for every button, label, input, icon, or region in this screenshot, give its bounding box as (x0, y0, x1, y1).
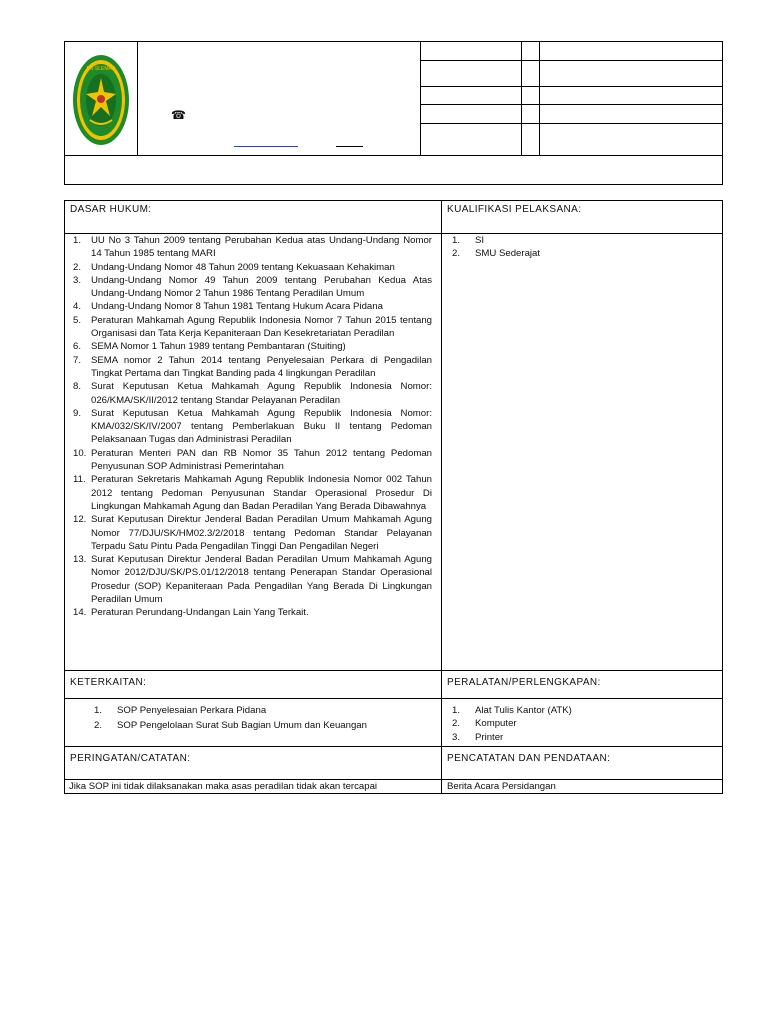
dasar-hukum-label: DASAR HUKUM: (70, 204, 152, 215)
short-underline (336, 146, 363, 147)
svg-text:PN SLEMAN: PN SLEMAN (86, 66, 116, 72)
row-divider-after-keterkaitan-label (64, 698, 723, 699)
list-item: 8. Surat Keputusan Ketua Mahkamah Agung Republik Indonesia Nomor: 026/KMA/SK/II/2012 tentang Standar Pelayanan Peradilan (73, 381, 432, 406)
list-item: 3. Undang-Undang Nomor 49 Tahun 2009 tentang Perubahan Kedua Atas Undang-Undang Nomor 2 Tahun 1986 Tentang Peradilan Umum (73, 274, 432, 300)
list-item: 5. Peraturan Mahkamah Agung Republik Indonesia Nomor 7 Tahun 2015 tentang Organisasi dan Tata Kerja Kepaniteraan Dan Kesekretariatan Peradilan (73, 314, 432, 340)
row-divider-before-keterkaitan (64, 670, 723, 671)
row-divider-before-peringatan (64, 746, 723, 747)
list-item: 3. Printer (452, 731, 504, 743)
list-item: 2. Undang-Undang Nomor 48 Tahun 2009 tentang Kekuasaan Kehakiman (73, 261, 395, 273)
peralatan-list (452, 704, 712, 744)
list-item: 4. Undang-Undang Nomor 8 Tahun 1981 Tentang Hukum Acara Pidana (73, 301, 383, 313)
court-seal-icon (72, 54, 130, 146)
list-item: 2. SOP Pengelolaan Surat Sub Bagian Umum dan Keuangan (94, 720, 367, 732)
header-table (64, 41, 723, 185)
phone-icon: ☎ (171, 108, 186, 122)
dasar-hukum-list (73, 234, 432, 620)
header-colon-divider (521, 41, 522, 155)
header-bottom-divider (64, 155, 723, 156)
list-item: 13. Surat Keputusan Direktur Jenderal Badan Peradilan Umum Mahkamah Agung Nomor 2012/DJU/SK/PS.01/12/2018 tentang Penerapan Standar Operasional Prosedur (SOP) Kepaniteraan Pada Pengadilan Yang Berada Di Lingkungan Peradilan Umum (73, 554, 432, 606)
list-item: 1. SI (452, 235, 485, 246)
email-link-underline[interactable] (234, 146, 298, 147)
header-row-divider-4 (420, 123, 723, 124)
header-info-divider (420, 41, 421, 155)
keterkaitan-list (94, 704, 424, 733)
list-item: 7. SEMA nomor 2 Tahun 2014 tentang Penyelesaian Perkara di Pengadilan Tingkat Pertama dan Tingkat Banding pada 4 lingkungan Peradilan (73, 354, 432, 379)
list-item: 1. SOP Penyelesaian Perkara Pidana (94, 705, 267, 716)
list-item: 10. Peraturan Menteri PAN dan RB Nomor 35 Tahun 2012 tentang Pedoman Penyusunan SOP Administrasi Pemerintahan (73, 447, 432, 473)
header-logo-divider (137, 41, 138, 155)
kualifikasi-list (452, 234, 712, 261)
list-item: 1. Alat Tulis Kantor (ATK) (452, 705, 572, 716)
pencatatan-label: PENCATATAN DAN PENDATAAN: (447, 753, 611, 764)
header-value-divider (539, 41, 540, 155)
list-item: 2. Komputer (452, 718, 517, 730)
header-row-divider-3 (420, 104, 723, 105)
kualifikasi-label: KUALIFIKASI PELAKSANA: (447, 204, 582, 215)
list-item: 6. SEMA Nomor 1 Tahun 1989 tentang Pembantaran (Stuiting) (73, 341, 346, 353)
header-row-divider-2 (420, 86, 723, 87)
list-item: 1. UU No 3 Tahun 2009 tentang Perubahan Kedua atas Undang-Undang Nomor 14 Tahun 1985 tentang MARI (73, 235, 432, 260)
list-item: 12. Surat Keputusan Direktur Jenderal Badan Peradilan Umum Mahkamah Agung Nomor 77/DJU/SK/HM02.3/2/2018 tentang Pedoman Standar Pelayanan Terpadu Satu Pintu Pada Pengadilan Tinggi Dan Pengadilan Negeri (73, 514, 432, 552)
peringatan-text: Jika SOP ini tidak dilaksanakan maka asas peradilan tidak akan tercapai (69, 781, 378, 792)
peralatan-label: PERALATAN/PERLENGKAPAN: (447, 677, 601, 688)
list-item: 11. Peraturan Sekretaris Mahkamah Agung Republik Indonesia Nomor 002 Tahun 2012 tentang Pedoman Penyusunan Standar Operasional Prosedur Di Lingkungan Mahkamah Agung dan Badan Peradilan Yang Berada Dibawahnya (73, 474, 432, 512)
list-item: 9. Surat Keputusan Ketua Mahkamah Agung Republik Indonesia Nomor: KMA/032/SK/IV/2007 tentang Pemberlakuan Buku II tentang Pedoman Pelaksanaan Tugas dan Administrasi Peradilan (73, 407, 432, 446)
court-logo (72, 54, 130, 146)
body-column-divider (441, 200, 442, 794)
list-item: 14. Peraturan Perundang-Undangan Lain Yang Terkait. (73, 607, 309, 619)
header-row-divider-1 (420, 60, 723, 61)
keterkaitan-label: KETERKAITAN: (70, 677, 147, 688)
peringatan-label: PERINGATAN/CATATAN: (70, 753, 191, 764)
list-item: 2. SMU Sederajat (452, 248, 541, 260)
pencatatan-text: Berita Acara Persidangan (447, 781, 556, 792)
